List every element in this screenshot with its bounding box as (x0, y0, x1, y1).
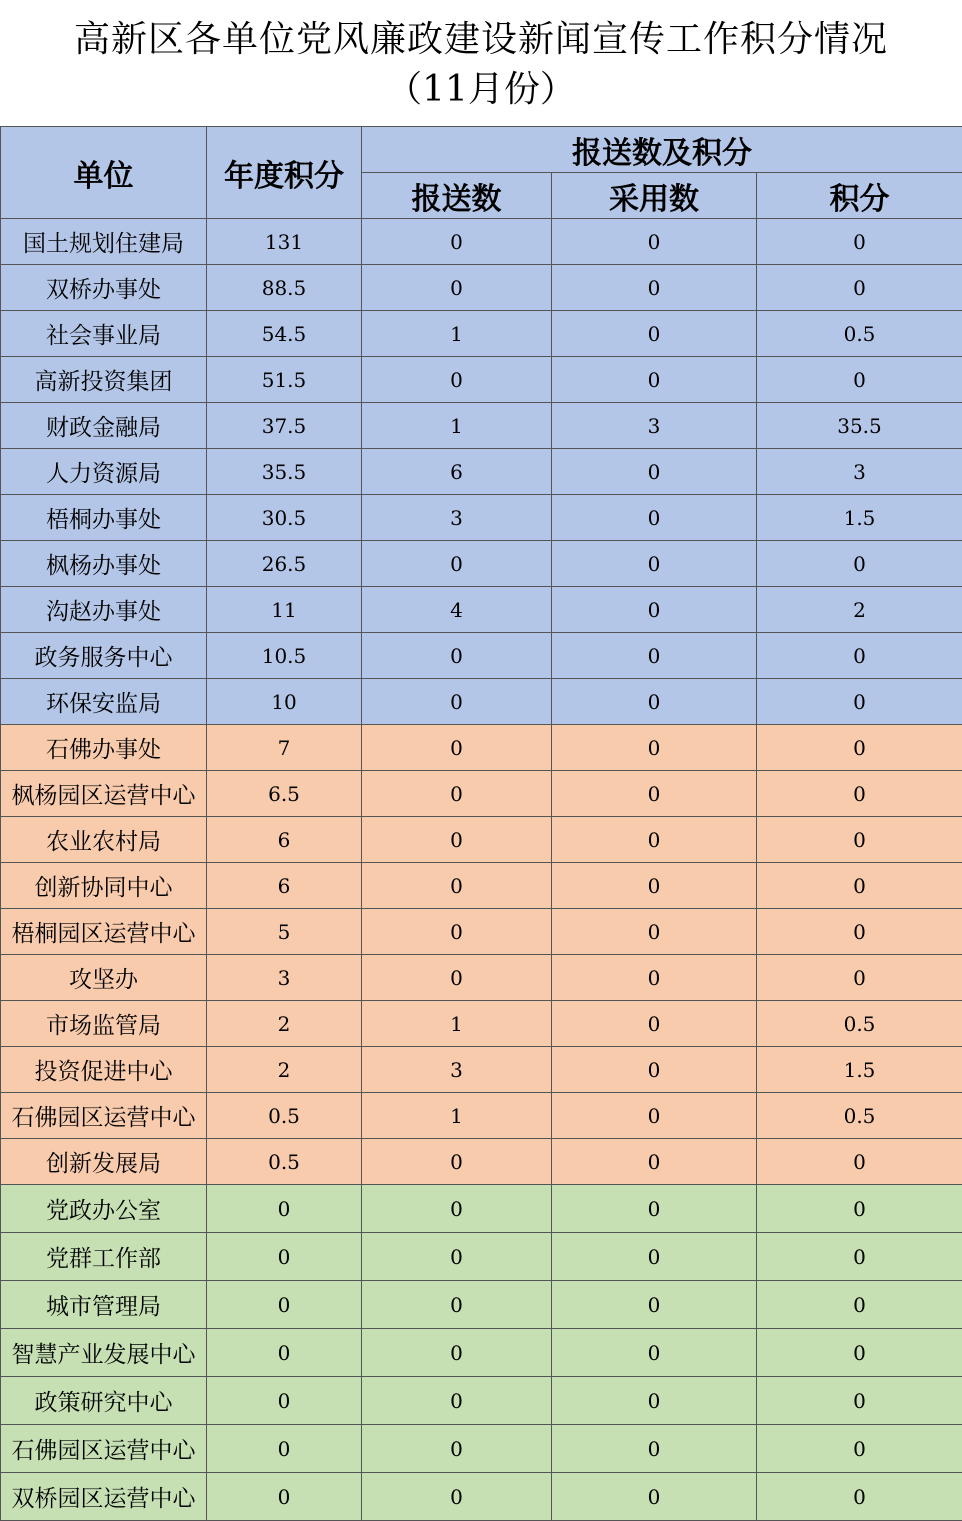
unit-cell: 攻坚办 (1, 955, 207, 1001)
table-row (1, 909, 962, 955)
table-row (1, 1139, 962, 1185)
submitted-cell: 0 (362, 1281, 552, 1329)
submitted-cell: 0 (362, 265, 552, 311)
adopted-cell: 0 (552, 1001, 757, 1047)
table-row (1, 633, 962, 679)
table-row (1, 1329, 962, 1377)
unit-cell: 环保安监局 (1, 679, 207, 725)
annual-score-cell: 0 (207, 1377, 362, 1425)
score-cell: 0.5 (757, 1001, 962, 1047)
adopted-cell: 0 (552, 495, 757, 541)
score-cell: 0.5 (757, 311, 962, 357)
adopted-cell: 0 (552, 587, 757, 633)
annual-score-cell: 0.5 (207, 1093, 362, 1139)
unit-cell: 农业农村局 (1, 817, 207, 863)
unit-cell: 枫杨园区运营中心 (1, 771, 207, 817)
unit-cell: 沟赵办事处 (1, 587, 207, 633)
table-row (1, 1047, 962, 1093)
annual-score-cell: 2 (207, 1047, 362, 1093)
score-cell: 35.5 (757, 403, 962, 449)
submitted-cell: 1 (362, 1093, 552, 1139)
submitted-cell: 1 (362, 1001, 552, 1047)
annual-score-cell: 51.5 (207, 357, 362, 403)
adopted-cell: 0 (552, 1093, 757, 1139)
submitted-cell: 0 (362, 357, 552, 403)
unit-cell: 高新投资集团 (1, 357, 207, 403)
unit-cell: 社会事业局 (1, 311, 207, 357)
score-cell: 0 (757, 1185, 962, 1233)
score-cell: 0 (757, 1329, 962, 1377)
adopted-cell: 0 (552, 679, 757, 725)
table-row (1, 311, 962, 357)
adopted-cell: 0 (552, 1377, 757, 1425)
score-cell: 0 (757, 863, 962, 909)
table-row (1, 449, 962, 495)
submitted-cell: 0 (362, 863, 552, 909)
score-cell: 0 (757, 265, 962, 311)
annual-score-cell: 131 (207, 219, 362, 265)
adopted-cell: 0 (552, 219, 757, 265)
annual-score-cell: 0 (207, 1185, 362, 1233)
score-cell: 0 (757, 633, 962, 679)
title-line-1: 高新区各单位党风廉政建设新闻宣传工作积分情况 (73, 19, 888, 60)
score-cell: 0 (757, 955, 962, 1001)
table-row (1, 863, 962, 909)
unit-cell: 智慧产业发展中心 (1, 1329, 207, 1377)
adopted-cell: 0 (552, 1185, 757, 1233)
table-row (1, 587, 962, 633)
score-cell: 2 (757, 587, 962, 633)
adopted-cell: 0 (552, 817, 757, 863)
adopted-cell: 0 (552, 633, 757, 679)
score-cell: 0 (757, 357, 962, 403)
adopted-cell: 0 (552, 1233, 757, 1281)
annual-score-cell: 30.5 (207, 495, 362, 541)
table-row (1, 1425, 962, 1473)
submitted-cell: 0 (362, 725, 552, 771)
header-adopted: 采用数 (552, 173, 757, 219)
submitted-cell: 0 (362, 771, 552, 817)
score-cell: 1.5 (757, 495, 962, 541)
submitted-cell: 0 (362, 817, 552, 863)
table-row (1, 1185, 962, 1233)
annual-score-cell: 0 (207, 1473, 362, 1521)
unit-cell: 党政办公室 (1, 1185, 207, 1233)
submitted-cell: 3 (362, 495, 552, 541)
unit-cell: 城市管理局 (1, 1281, 207, 1329)
table-row (1, 1473, 962, 1521)
annual-score-cell: 0 (207, 1329, 362, 1377)
score-cell: 0 (757, 679, 962, 725)
score-cell: 0 (757, 1281, 962, 1329)
adopted-cell: 0 (552, 771, 757, 817)
adopted-cell: 0 (552, 1281, 757, 1329)
table-row (1, 1377, 962, 1425)
annual-score-cell: 11 (207, 587, 362, 633)
adopted-cell: 0 (552, 1329, 757, 1377)
unit-cell: 枫杨办事处 (1, 541, 207, 587)
annual-score-cell: 35.5 (207, 449, 362, 495)
unit-cell: 投资促进中心 (1, 1047, 207, 1093)
annual-score-cell: 6 (207, 863, 362, 909)
unit-cell: 双桥办事处 (1, 265, 207, 311)
annual-score-cell: 88.5 (207, 265, 362, 311)
table-row (1, 357, 962, 403)
score-cell: 0 (757, 541, 962, 587)
unit-cell: 石佛办事处 (1, 725, 207, 771)
score-cell: 0 (757, 1425, 962, 1473)
annual-score-cell: 54.5 (207, 311, 362, 357)
table-row (1, 725, 962, 771)
adopted-cell: 0 (552, 449, 757, 495)
annual-score-cell: 0.5 (207, 1139, 362, 1185)
submitted-cell: 0 (362, 1329, 552, 1377)
submitted-cell: 6 (362, 449, 552, 495)
adopted-cell: 0 (552, 1139, 757, 1185)
score-cell: 0 (757, 725, 962, 771)
score-cell: 0 (757, 219, 962, 265)
submitted-cell: 0 (362, 1233, 552, 1281)
score-cell: 0 (757, 1473, 962, 1521)
submitted-cell: 0 (362, 1185, 552, 1233)
adopted-cell: 0 (552, 863, 757, 909)
header-annual-score: 年度积分 (207, 127, 362, 219)
table-row (1, 1281, 962, 1329)
adopted-cell: 0 (552, 1473, 757, 1521)
table-row (1, 403, 962, 449)
table-row (1, 495, 962, 541)
annual-score-cell: 6 (207, 817, 362, 863)
annual-score-cell: 10.5 (207, 633, 362, 679)
table-row (1, 1093, 962, 1139)
score-cell: 0 (757, 1377, 962, 1425)
submitted-cell: 1 (362, 311, 552, 357)
annual-score-cell: 26.5 (207, 541, 362, 587)
adopted-cell: 0 (552, 725, 757, 771)
adopted-cell: 3 (552, 403, 757, 449)
submitted-cell: 0 (362, 679, 552, 725)
header-submitted: 报送数 (362, 173, 552, 219)
score-cell: 0 (757, 1139, 962, 1185)
adopted-cell: 0 (552, 541, 757, 587)
unit-cell: 政策研究中心 (1, 1377, 207, 1425)
score-cell: 1.5 (757, 1047, 962, 1093)
table-row (1, 955, 962, 1001)
unit-cell: 创新协同中心 (1, 863, 207, 909)
annual-score-cell: 0 (207, 1425, 362, 1473)
unit-cell: 双桥园区运营中心 (1, 1473, 207, 1521)
table-row (1, 219, 962, 265)
score-cell: 0 (757, 771, 962, 817)
unit-cell: 国土规划住建局 (1, 219, 207, 265)
score-table (0, 126, 962, 1521)
table-row (1, 817, 962, 863)
annual-score-cell: 3 (207, 955, 362, 1001)
adopted-cell: 0 (552, 1425, 757, 1473)
submitted-cell: 0 (362, 219, 552, 265)
submitted-cell: 4 (362, 587, 552, 633)
score-cell: 0 (757, 1233, 962, 1281)
table-row (1, 679, 962, 725)
score-cell: 3 (757, 449, 962, 495)
title-line-2: （11月份） (386, 69, 576, 110)
header-submission-group: 报送数及积分 (362, 127, 962, 173)
annual-score-cell: 2 (207, 1001, 362, 1047)
annual-score-cell: 0 (207, 1281, 362, 1329)
unit-cell: 财政金融局 (1, 403, 207, 449)
adopted-cell: 0 (552, 955, 757, 1001)
unit-cell: 市场监管局 (1, 1001, 207, 1047)
unit-cell: 石佛园区运营中心 (1, 1093, 207, 1139)
header-unit: 单位 (1, 127, 207, 219)
annual-score-cell: 37.5 (207, 403, 362, 449)
annual-score-cell: 6.5 (207, 771, 362, 817)
score-cell: 0 (757, 909, 962, 955)
submitted-cell: 0 (362, 633, 552, 679)
table-row (1, 265, 962, 311)
adopted-cell: 0 (552, 357, 757, 403)
score-cell: 0 (757, 817, 962, 863)
submitted-cell: 0 (362, 955, 552, 1001)
submitted-cell: 0 (362, 909, 552, 955)
page-title (0, 0, 962, 126)
submitted-cell: 0 (362, 1425, 552, 1473)
adopted-cell: 0 (552, 311, 757, 357)
table-row (1, 541, 962, 587)
table-row (1, 1001, 962, 1047)
submitted-cell: 0 (362, 1473, 552, 1521)
unit-cell: 党群工作部 (1, 1233, 207, 1281)
table-body (1, 219, 962, 1521)
table-row (1, 1233, 962, 1281)
submitted-cell: 0 (362, 1377, 552, 1425)
score-cell: 0.5 (757, 1093, 962, 1139)
submitted-cell: 0 (362, 1139, 552, 1185)
submitted-cell: 0 (362, 541, 552, 587)
unit-cell: 创新发展局 (1, 1139, 207, 1185)
unit-cell: 梧桐办事处 (1, 495, 207, 541)
submitted-cell: 1 (362, 403, 552, 449)
submitted-cell: 3 (362, 1047, 552, 1093)
adopted-cell: 0 (552, 265, 757, 311)
header-score: 积分 (757, 173, 962, 219)
unit-cell: 人力资源局 (1, 449, 207, 495)
unit-cell: 梧桐园区运营中心 (1, 909, 207, 955)
unit-cell: 石佛园区运营中心 (1, 1425, 207, 1473)
adopted-cell: 0 (552, 1047, 757, 1093)
unit-cell: 政务服务中心 (1, 633, 207, 679)
annual-score-cell: 0 (207, 1233, 362, 1281)
adopted-cell: 0 (552, 909, 757, 955)
annual-score-cell: 7 (207, 725, 362, 771)
annual-score-cell: 10 (207, 679, 362, 725)
annual-score-cell: 5 (207, 909, 362, 955)
table-row (1, 771, 962, 817)
